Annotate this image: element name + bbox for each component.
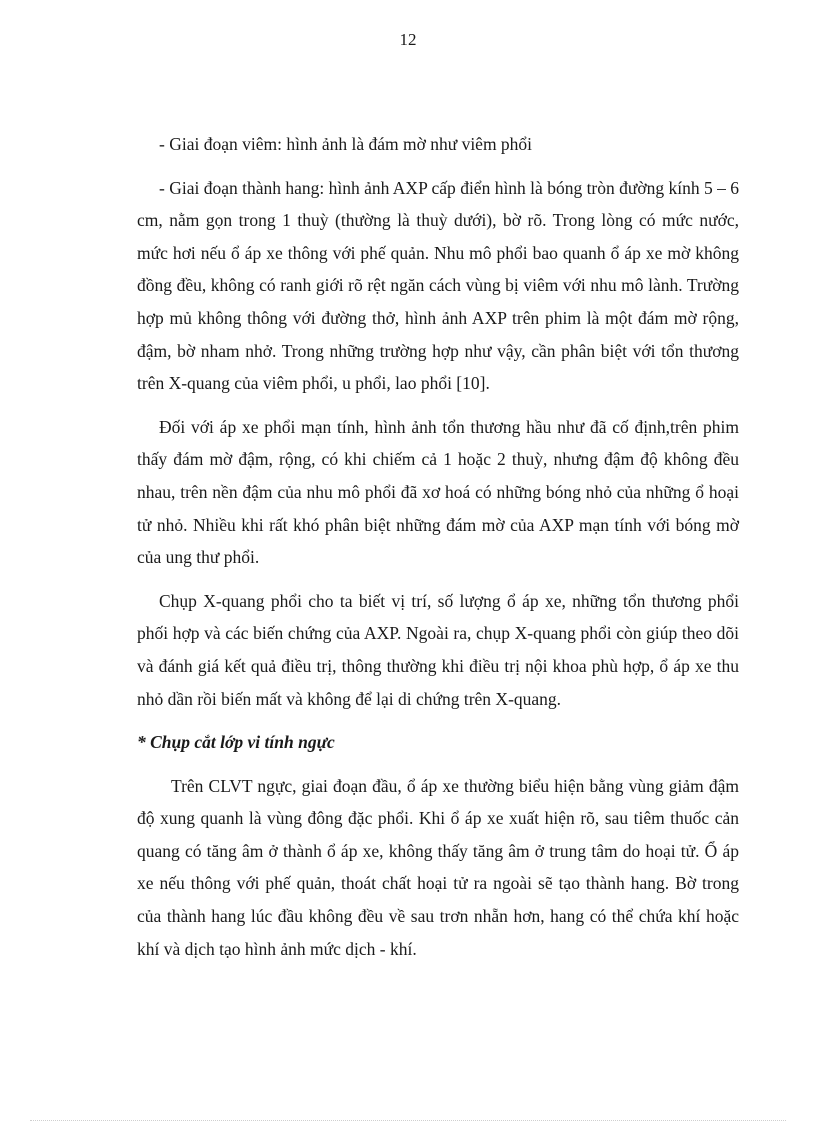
- section-heading-ct: * Chụp cắt lớp vi tính ngực: [137, 732, 335, 753]
- paragraph-inflammation-stage: - Giai đoạn viêm: hình ảnh là đám mờ như viêm phổi: [159, 134, 533, 154]
- page-number: 12: [399, 30, 417, 49]
- paragraph-cavity-stage: - Giai đoạn thành hang: hình ảnh AXP cấp điển hình là bóng tròn đường kính 5 – 6 cm, nằm gọn trong 1 thuỳ (thường là thuỳ dưới), bờ rõ. Trong lòng có mức nước, mức hơi nếu ổ áp xe thông với phế quản. Nhu mô phổi bao quanh ổ áp xe mờ không đồng đều, không có ranh giới rõ rệt ngăn cách vùng bị viêm với nhu mô lành. Trường hợp mủ không thông với đường thở, hình ảnh AXP trên phim là một đám mờ rộng, đậm, bờ nham nhở. Trong những trường hợp như vậy, cần phân biệt với tổn thương trên X-quang của viêm phổi, u phổi, lao phổi [10].: [137, 177, 739, 394]
- page-bottom-divider: [30, 1120, 786, 1121]
- document-body: [137, 128, 739, 976]
- paragraph-xray-role: Chụp X-quang phổi cho ta biết vị trí, số lượng ổ áp xe, những tổn thương phổi phối hợp và các biến chứng của AXP. Ngoài ra, chụp X-quang phổi còn giúp theo dõi và đánh giá kết quả điều trị, thông thường khi điều trị nội khoa phù hợp, ổ áp xe thu nhỏ dần rồi biến mất và không để lại di chứng trên X-quang.: [137, 590, 739, 709]
- paragraph-chronic-abscess: Đối với áp xe phổi mạn tính, hình ảnh tổn thương hầu như đã cố định,trên phim thấy đám mờ đậm, rộng, có khi chiếm cả 1 hoặc 2 thuỳ, nhưng đậm độ không đều nhau, trên nền đậm của nhu mô phổi đã xơ hoá có những bóng nhỏ của những ổ hoại tử nhỏ. Nhiều khi rất khó phân biệt những đám mờ của AXP mạn tính với bóng mờ của ung thư phổi.: [137, 416, 739, 568]
- paragraph-ct-findings: Trên CLVT ngực, giai đoạn đầu, ổ áp xe thường biểu hiện bằng vùng giảm đậm độ xung quanh là vùng đông đặc phổi. Khi ổ áp xe xuất hiện rõ, sau tiêm thuốc cản quang có tăng âm ở thành ổ áp xe, không thấy tăng âm ở trung tâm do hoại tử. Ổ áp xe nếu thông với phế quản, thoát chất hoại tử ra ngoài sẽ tạo thành hang. Bờ trong của thành hang lúc đầu không đều về sau trơn nhẵn hơn, hang có thể chứa khí hoặc khí và dịch tạo hình ảnh mức dịch - khí.: [137, 775, 739, 959]
